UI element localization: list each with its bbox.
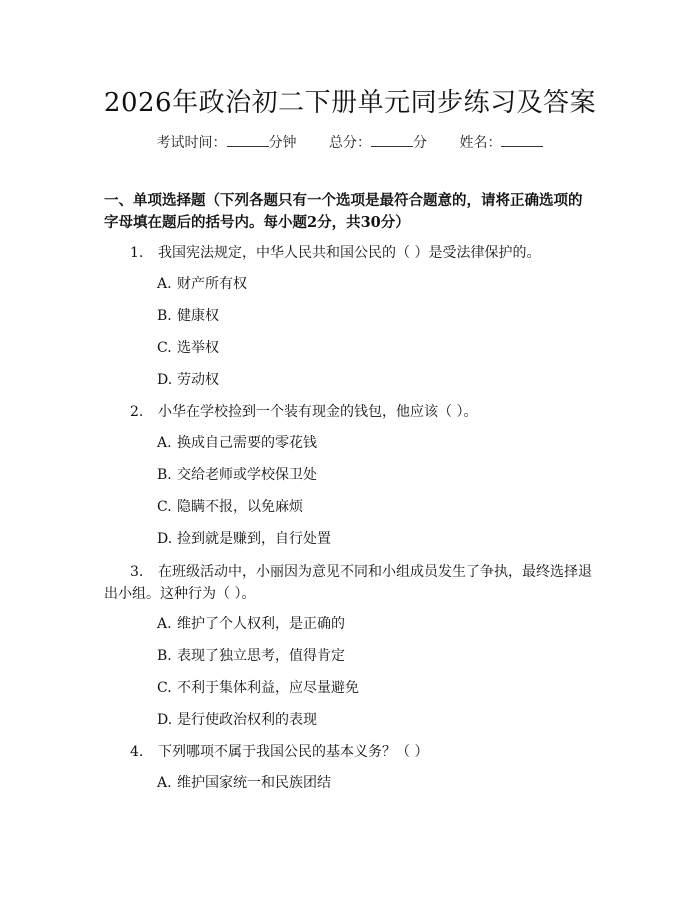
option-text: 换成自己需要的零花钱: [177, 435, 317, 451]
option-1b: [157, 306, 219, 326]
option-letter: A.: [157, 775, 172, 791]
option-3d: [157, 710, 317, 730]
option-3a: [157, 614, 345, 634]
option-4a: [157, 773, 331, 793]
question-text: 在班级活动中，小丽因为意见不同和小组成员发生了争执，最终选择退出小组。这种行为（ ）。: [104, 564, 592, 602]
option-text: 是行使政治权利的表现: [177, 712, 317, 728]
option-1c: [157, 338, 219, 358]
option-text: 不利于集体利益，应尽量避免: [177, 680, 359, 696]
option-letter: B.: [157, 308, 172, 324]
option-2a: [157, 433, 317, 453]
document-title: 2026年政治初二下册单元同步练习及答案: [103, 88, 597, 118]
question-2: [104, 401, 594, 423]
option-letter: A.: [157, 435, 172, 451]
option-letter: C.: [157, 680, 172, 696]
option-text: 健康权: [177, 308, 219, 324]
option-text: 维护了个人权利，是正确的: [177, 616, 345, 632]
option-3c: [157, 678, 359, 698]
question-1: [104, 242, 594, 264]
question-text: 我国宪法规定，中华人民共和国公民的（ ）是受法律保护的。: [158, 245, 541, 261]
option-text: 选举权: [177, 340, 219, 356]
option-letter: D.: [157, 372, 173, 388]
time-field: [157, 135, 301, 151]
option-2c: [157, 497, 303, 517]
time-unit: 分钟: [268, 135, 297, 151]
option-letter: A.: [157, 616, 172, 632]
option-text: 隐瞒不报，以免麻烦: [177, 499, 303, 515]
name-label: 姓名：: [459, 135, 502, 151]
option-letter: C.: [157, 499, 172, 515]
option-3b: [157, 646, 345, 666]
option-text: 交给老师或学校保卫处: [177, 467, 317, 483]
question-number: 2.: [130, 404, 144, 420]
option-letter: D.: [157, 531, 173, 547]
option-1a: [157, 274, 247, 294]
option-text: 表现了独立思考，值得肯定: [177, 648, 345, 664]
option-letter: B.: [157, 648, 172, 664]
option-text: 捡到就是赚到，自行处置: [177, 531, 331, 547]
time-label: 考试时间：: [156, 135, 227, 151]
question-3: [104, 561, 594, 605]
score-field: [329, 135, 431, 151]
option-2b: [157, 465, 317, 485]
option-2d: [157, 529, 331, 549]
option-text: 维护国家统一和民族团结: [177, 775, 331, 791]
option-letter: D.: [157, 712, 173, 728]
option-letter: A.: [157, 276, 172, 292]
time-blank: [227, 134, 269, 147]
section-heading: 一、单项选择题（下列各题只有一个选项是最符合题意的，请将正确选项的字母填在题后的括号内。每小题2分，共30分）: [104, 192, 583, 231]
name-field: [459, 135, 543, 151]
question-number: 4.: [130, 744, 144, 760]
score-label: 总分：: [329, 135, 371, 151]
name-blank: [501, 134, 543, 147]
option-text: 劳动权: [177, 372, 219, 388]
option-letter: C.: [157, 340, 172, 356]
score-blank: [371, 134, 413, 147]
question-4: [104, 741, 594, 763]
option-1d: [157, 370, 219, 390]
option-letter: B.: [157, 467, 172, 483]
exam-meta: [0, 132, 700, 152]
question-number: 1.: [130, 245, 144, 261]
option-text: 财产所有权: [177, 276, 247, 292]
question-text: 下列哪项不属于我国公民的基本义务？（ ）: [158, 744, 429, 760]
score-unit: 分: [413, 135, 427, 151]
question-number: 3.: [130, 564, 144, 580]
question-text: 小华在学校捡到一个装有现金的钱包，他应该（ ）。: [158, 404, 478, 420]
